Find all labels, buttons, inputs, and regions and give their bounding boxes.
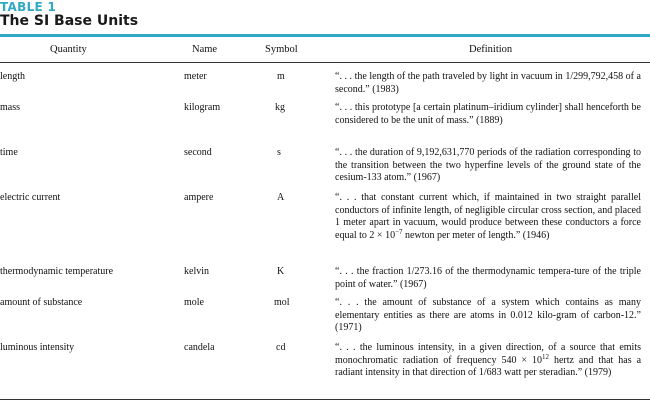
cell-definition: “. . . this prototype [a certain platinum–iridium cylinder] shall henceforth be considered to be the unit of mass.” (1889) bbox=[335, 102, 641, 126]
cell-quantity: thermodynamic temperature bbox=[0, 266, 114, 277]
title-rule bbox=[0, 34, 650, 37]
header-quantity: Quantity bbox=[50, 44, 87, 55]
header-name: Name bbox=[192, 44, 218, 55]
cell-definition bbox=[335, 342, 641, 380]
cell-quantity: luminous intensity bbox=[0, 342, 75, 353]
cell-quantity: length bbox=[0, 71, 25, 82]
cell-quantity: electric current bbox=[0, 192, 61, 203]
cell-name: mole bbox=[184, 297, 204, 308]
cell-name: candela bbox=[184, 342, 215, 353]
definition-text: “. . . the luminous intensity, in a given direction, of a source that emits monochromatic radiation of frequency 540 × 10 bbox=[335, 342, 641, 366]
header-symbol: Symbol bbox=[265, 44, 298, 55]
cell-name: ampere bbox=[184, 192, 214, 203]
cell-definition: “. . . the length of the path traveled by light in vacuum in 1/299,792,458 of a second.” (1983) bbox=[335, 71, 641, 95]
cell-symbol: A bbox=[277, 192, 285, 203]
cell-symbol: s bbox=[277, 147, 281, 158]
cell-symbol: K bbox=[277, 266, 285, 277]
cell-name: kilogram bbox=[184, 102, 221, 113]
cell-symbol: mol bbox=[274, 297, 290, 308]
bottom-rule bbox=[0, 399, 650, 400]
header-definition: Definition bbox=[469, 44, 513, 55]
cell-symbol: cd bbox=[276, 342, 286, 353]
cell-quantity: time bbox=[0, 147, 18, 158]
definition-text: newton per meter of length.” (1946) bbox=[402, 229, 550, 241]
cell-name: second bbox=[184, 147, 212, 158]
table-label: TABLE 1 bbox=[0, 0, 57, 14]
table-title: The SI Base Units bbox=[0, 13, 139, 29]
cell-definition: “. . . the duration of 9,192,631,770 periods of the radiation corresponding to the transition between the two hyperfine levels of the ground state of the cesium-133 atom.” (1967) bbox=[335, 147, 641, 184]
cell-definition bbox=[335, 192, 641, 242]
cell-definition: “. . . the amount of substance of a system which contains as many elementary entities as there are atoms in 0.012 kilo-gram of carbon-12.” (1971) bbox=[335, 297, 641, 334]
cell-quantity: mass bbox=[0, 102, 20, 113]
cell-quantity: amount of substance bbox=[0, 297, 83, 308]
definition-text: “. . . that constant current which, if maintained in two straight parallel conductors of infinite length, of negligible circular cross section, and placed 1 meter apart in vacuum, would produce between these conductors a force equal to 2 × 10 bbox=[335, 192, 641, 241]
cell-symbol: m bbox=[277, 71, 285, 82]
definition-text: hertz and that has a radiant intensity in that direction of 1/683 watt per steradian.” (1979) bbox=[335, 354, 642, 379]
exponent: 12 bbox=[542, 352, 550, 361]
cell-name: kelvin bbox=[184, 266, 209, 277]
cell-symbol: kg bbox=[275, 102, 285, 113]
cell-definition: “. . . the fraction 1/273.16 of the thermodynamic tempera-ture of the triple point of water.” (1967) bbox=[335, 266, 641, 290]
cell-name: meter bbox=[184, 71, 207, 82]
header-rule bbox=[0, 62, 650, 63]
exponent: −7 bbox=[395, 227, 403, 236]
